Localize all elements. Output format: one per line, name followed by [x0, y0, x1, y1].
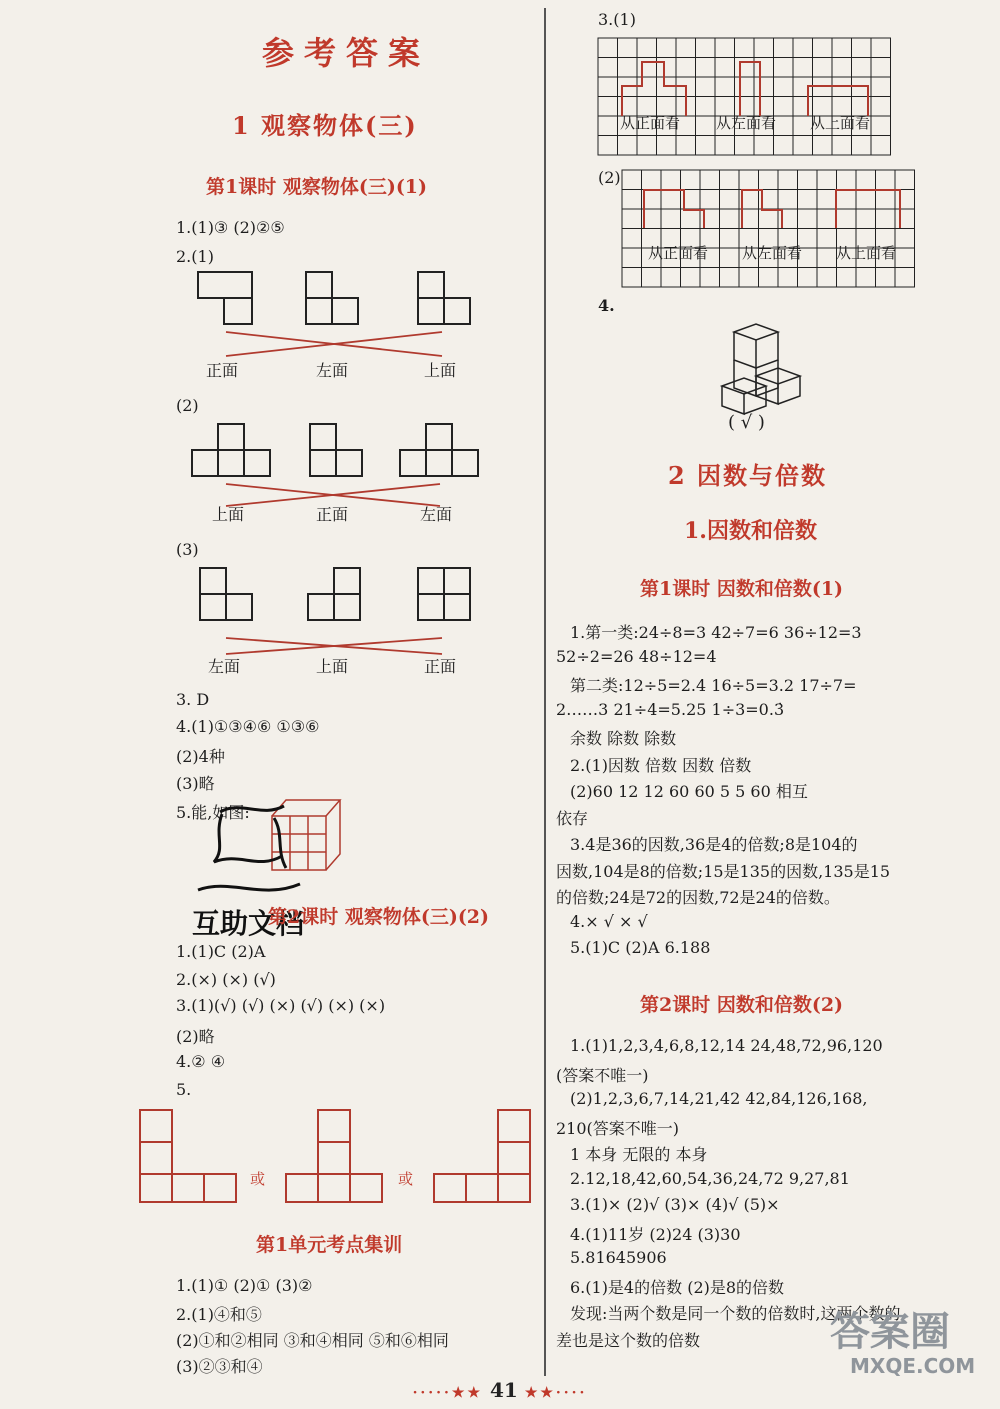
q2-label-c: 上面 — [424, 361, 457, 380]
answer-l2-q1: 1.(1)C (2)A — [176, 942, 266, 961]
grid-cell — [739, 170, 759, 190]
grid-cell — [637, 38, 657, 58]
grid-cell — [598, 77, 618, 97]
grid-cell — [681, 268, 701, 288]
handwritten-watermark: 互助文档 — [192, 907, 305, 940]
grid-cell — [793, 58, 813, 78]
grid-cell — [735, 38, 755, 58]
grid1-label-left: 从左面看 — [716, 114, 777, 132]
grid-cell — [817, 190, 837, 210]
grid-cell — [876, 170, 896, 190]
grid-cell — [895, 209, 915, 229]
unit2-title: 2 因数与倍数 — [668, 461, 828, 490]
grid-cell — [696, 136, 716, 156]
review-q1: 1.(1)① (2)① (3)② — [176, 1276, 313, 1295]
grid-cell — [642, 170, 662, 190]
grid-cell — [817, 170, 837, 190]
q2b-label-b: 正面 — [316, 505, 349, 524]
grid-figures — [0, 0, 1000, 440]
grid-cell — [618, 38, 638, 58]
grid-cell — [774, 136, 794, 156]
grid-cell — [598, 97, 618, 117]
grid-cell — [657, 58, 677, 78]
grid-cell — [598, 58, 618, 78]
grid-cell — [871, 97, 891, 117]
grid-cell — [661, 268, 681, 288]
grid-cell — [817, 209, 837, 229]
grid-cell — [876, 190, 896, 210]
unit1-title: 1 观察物体(三) — [232, 111, 418, 140]
answer-l2-q3b: (2)略 — [176, 1027, 215, 1046]
grid-cell — [661, 209, 681, 229]
q2c-label-c: 正面 — [424, 657, 457, 676]
grid-cell — [871, 136, 891, 156]
grid-cell — [598, 38, 618, 58]
stacked-cubes-figure — [722, 324, 800, 414]
lesson1-title: 第1课时 观察物体(三)(1) — [206, 176, 428, 198]
grid2-label-front: 从正面看 — [648, 244, 709, 262]
answer-line: 因数,104是8的倍数;15是135的因数,135是15 — [556, 861, 891, 881]
answer-line: 2……3 21÷4=5.25 1÷3=0.3̇ — [556, 699, 785, 719]
answer-l1-q3: 3. D — [176, 690, 210, 709]
q2c-label-a: 左面 — [208, 657, 241, 676]
answer-line: 52÷2=26 48÷12=4 — [556, 646, 717, 666]
answer-line: 3.(1)× (2)√ (3)× (4)√ (5)× — [570, 1195, 780, 1214]
page-title: 参考答案 — [262, 34, 431, 72]
answer-l2-q5: 5. — [176, 1080, 192, 1099]
grid-cell — [720, 190, 740, 210]
grid-cell — [759, 268, 779, 288]
answer-line: 差也是这个数的倍数 — [556, 1330, 701, 1350]
answer-line: 4.(1)11岁 (2)24 (3)30 — [570, 1224, 741, 1244]
answer-line: 1 本身 无限的 本身 — [570, 1145, 708, 1164]
grid-cell — [618, 58, 638, 78]
grid-cell — [813, 58, 833, 78]
grid-cell — [754, 136, 774, 156]
grid1-label-top: 从上面看 — [810, 114, 871, 132]
grid-cell — [657, 38, 677, 58]
q2b-label: (2) — [176, 396, 199, 415]
grid-cell — [720, 209, 740, 229]
grid-cell — [837, 190, 857, 210]
grid2-label-left: 从左面看 — [742, 244, 803, 262]
grid-cell — [837, 268, 857, 288]
grid-cell — [622, 190, 642, 210]
grid-cell — [778, 268, 798, 288]
unit2-lesson1-title: 第1课时 因数和倍数(1) — [640, 578, 844, 600]
footer-stars-left: ·····★★ — [412, 1385, 484, 1401]
answer-line: 2.(1)因数 倍数 因数 倍数 — [570, 755, 752, 775]
answer-line: 4.× √ × √ — [570, 911, 648, 931]
answer-line: 的倍数;24是72的因数,72是24的倍数。 — [556, 888, 840, 907]
grid-cell — [793, 38, 813, 58]
grid-cell — [681, 209, 701, 229]
grid-cell — [876, 209, 896, 229]
grid-cell — [696, 38, 716, 58]
grid-cell — [856, 170, 876, 190]
grid-cell — [715, 136, 735, 156]
lesson2-title: 第2课时 观察物体(三)(2) — [268, 906, 490, 928]
grid-cell — [813, 38, 833, 58]
grid-cell — [837, 209, 857, 229]
unit2-lesson2-title: 第2课时 因数和倍数(2) — [640, 994, 844, 1016]
corner-watermark-logo: 答案圈 — [830, 1309, 950, 1355]
grid-cell — [642, 268, 662, 288]
shape-3 — [498, 1110, 530, 1142]
grid-cell — [696, 58, 716, 78]
answer-l1-q1: 1.(1)③ (2)②⑤ — [176, 218, 285, 237]
grid-cell — [856, 209, 876, 229]
grid-cell — [852, 38, 872, 58]
grid-cell — [720, 170, 740, 190]
grid-cell — [618, 136, 638, 156]
grid-cell — [622, 209, 642, 229]
grid-cell — [871, 77, 891, 97]
answer-l1-q2-label: 2.(1) — [176, 247, 214, 266]
review-q2c: (3)②③和④ — [176, 1357, 263, 1376]
answer-line: 5.81645906 — [570, 1248, 667, 1267]
grid-cell — [754, 77, 774, 97]
q2b-label-c: 左面 — [420, 505, 453, 524]
grid-cell — [798, 190, 818, 210]
grid-cell — [852, 58, 872, 78]
answer-line: 6.(1)是4的倍数 (2)是8的倍数 — [570, 1277, 785, 1297]
answer-line: 210(答案不唯一) — [556, 1118, 680, 1138]
grid-cell — [778, 190, 798, 210]
q2-label-b: 左面 — [316, 361, 349, 380]
grid-cell — [622, 229, 642, 249]
page-number: 41 — [490, 1378, 518, 1402]
grid-cell — [798, 170, 818, 190]
grid-cell — [696, 116, 716, 136]
grid-cell — [813, 136, 833, 156]
grid-cell — [696, 77, 716, 97]
answer-line: 3.4是36的因数,36是4的倍数;8是104的 — [570, 835, 858, 854]
answer-l1-q5: 5.能,如图: — [176, 803, 250, 822]
answer-l2-q3a: 3.(1)(√) (√) (×) (√) (×) (×) — [176, 996, 386, 1015]
grid-cell — [778, 170, 798, 190]
grid-cell — [852, 136, 872, 156]
grid-cell — [778, 209, 798, 229]
page-footer — [0, 1378, 1000, 1402]
grid-cell — [856, 190, 876, 210]
grid-cell — [715, 77, 735, 97]
q2c-label: (3) — [176, 540, 199, 559]
q2c-label-b: 上面 — [316, 657, 349, 676]
or-label-2: 或 — [398, 1170, 414, 1188]
grid-cell — [895, 170, 915, 190]
answer-l1-q4a: 4.(1)①③④⑥ ①③⑥ — [176, 717, 320, 736]
grid-cell — [735, 77, 755, 97]
grid-cell — [895, 229, 915, 249]
grid-cell — [720, 268, 740, 288]
grid-cell — [735, 58, 755, 78]
grid-cell — [696, 97, 716, 117]
review-q2a: 2.(1)④和⑤ — [176, 1305, 262, 1324]
q2-label-a: 正面 — [206, 361, 239, 380]
grid-cell — [637, 136, 657, 156]
shape-1 — [140, 1110, 172, 1142]
answer-l2-q2: 2.(×) (×) (√) — [176, 970, 276, 989]
answer-line: 发现:当两个数是同一个数的倍数时,这两个数的 — [570, 1304, 901, 1323]
answer-line: 1.第一类:24÷8=3 42÷7=6 36÷12=3 — [570, 623, 862, 642]
grid-cell — [774, 97, 794, 117]
grid-cell — [661, 170, 681, 190]
grid-cell — [622, 170, 642, 190]
grid-cell — [759, 209, 779, 229]
answer-l1-q4b: (2)4种 — [176, 747, 225, 766]
grid-cell — [622, 248, 642, 268]
grid-cell — [876, 268, 896, 288]
grid-cell — [871, 38, 891, 58]
or-label-1: 或 — [250, 1170, 266, 1188]
grid-cell — [817, 229, 837, 249]
grid-cell — [774, 77, 794, 97]
grid-cell — [657, 136, 677, 156]
grid-cell — [837, 170, 857, 190]
unit2-section-title: 1.因数和倍数 — [684, 518, 817, 544]
grid-cell — [754, 58, 774, 78]
grid-cell — [774, 116, 794, 136]
grid-cell — [622, 268, 642, 288]
grid-cell — [856, 268, 876, 288]
grid-cell — [735, 136, 755, 156]
answer-line: (2)1,2,3,6,7,14,21,42 42,84,126,168, — [570, 1089, 868, 1108]
answer-line: (2)60 12 12 60 60 5 5 60 相互 — [570, 782, 808, 801]
answer-line: (答案不唯一) — [556, 1065, 649, 1085]
review-title: 第1单元考点集训 — [256, 1234, 403, 1256]
grid-cell — [774, 38, 794, 58]
q4-label: 4. — [598, 296, 615, 315]
answer-l1-q4c: (3)略 — [176, 774, 215, 793]
grid-cell — [700, 190, 720, 210]
grid-cell — [637, 58, 657, 78]
grid-cell — [720, 229, 740, 249]
grid2-label-top: 从上面看 — [836, 244, 897, 262]
grid-cell — [715, 38, 735, 58]
grid-cell — [676, 136, 696, 156]
grid-cell — [715, 58, 735, 78]
grid-cell — [895, 248, 915, 268]
review-q2b: (2)①和②相同 ③和④相同 ⑤和⑥相同 — [176, 1331, 449, 1350]
grid-cell — [598, 136, 618, 156]
grid-cell — [759, 170, 779, 190]
grid-cell — [598, 116, 618, 136]
grid-cell — [793, 136, 813, 156]
answer-line: 2.12,18,42,60,54,36,24,72 9,27,81 — [570, 1168, 850, 1188]
shape-2 — [318, 1110, 350, 1142]
grid-1 — [598, 38, 891, 155]
answer-line: 第二类:12÷5=2.4 16÷5=3.2 17÷7= — [570, 676, 857, 695]
grid-cell — [871, 58, 891, 78]
grid-cell — [798, 209, 818, 229]
q3-label: 3.(1) — [598, 10, 636, 29]
grid-cell — [817, 268, 837, 288]
view-outline — [740, 62, 760, 116]
grid-cell — [739, 268, 759, 288]
grid-cell — [700, 170, 720, 190]
grid-cell — [700, 209, 720, 229]
grid-cell — [798, 268, 818, 288]
grid-cell — [774, 58, 794, 78]
grid-cell — [754, 38, 774, 58]
answer-line: 5.(1)C (2)A 6.188 — [570, 938, 711, 957]
answer-l2-q4: 4.② ④ — [176, 1052, 226, 1071]
answer-line: 依存 — [556, 808, 589, 828]
grid-cell — [832, 38, 852, 58]
grid-cell — [817, 248, 837, 268]
answer-line: 1.(1)1,2,3,4,6,8,12,14 24,48,72,96,120 — [570, 1036, 883, 1055]
grid-cell — [832, 136, 852, 156]
grid-cell — [832, 58, 852, 78]
grid-cell — [661, 190, 681, 210]
grid-cell — [681, 170, 701, 190]
grid1-label-front: 从正面看 — [620, 114, 681, 132]
grid-cell — [895, 190, 915, 210]
footer-stars-right: ★★···· — [524, 1385, 588, 1401]
grid-cell — [700, 268, 720, 288]
q3b-label: (2) — [598, 168, 621, 187]
grid-cell — [871, 116, 891, 136]
grid-cell — [720, 248, 740, 268]
q2b-label-a: 上面 — [212, 505, 245, 524]
q4-answer: ( √ ) — [728, 412, 765, 433]
grid-2 — [622, 170, 915, 287]
corner-watermark-url: MXQE.COM — [850, 1354, 976, 1378]
grid-cell — [895, 268, 915, 288]
grid-cell — [676, 38, 696, 58]
answer-line: 余数 除数 除数 — [570, 729, 677, 748]
grid-cell — [676, 58, 696, 78]
